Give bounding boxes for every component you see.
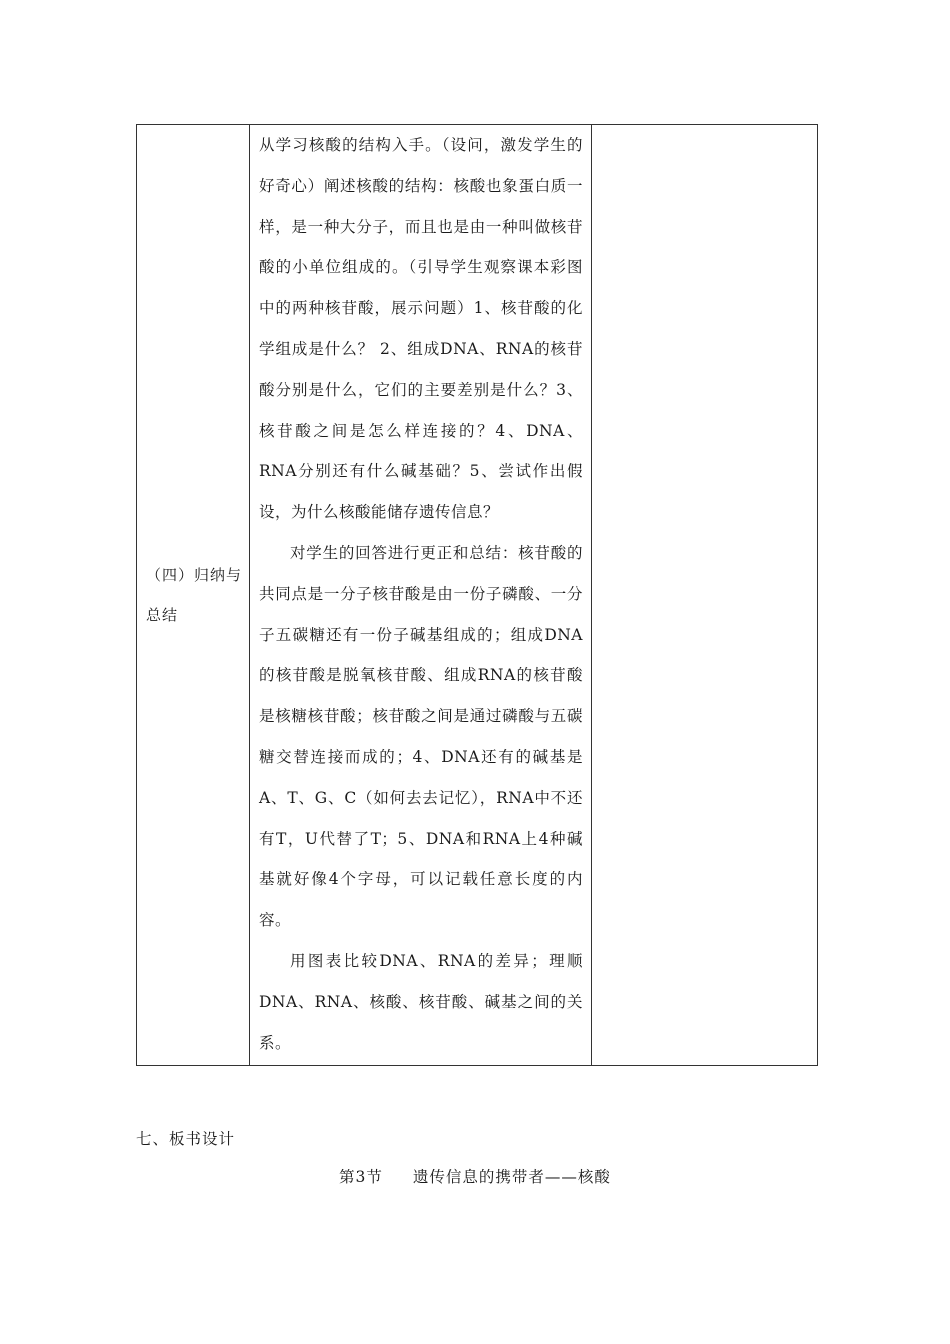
- section-number: 第3节: [339, 1168, 383, 1186]
- board-subtitle: [0, 1165, 950, 1187]
- section-title: 七、板书设计: [136, 1130, 236, 1148]
- table-row: [137, 125, 818, 1066]
- content-paragraph-3: 用图表比较DNA、RNA的差异；理顺DNA、RNA、核酸、核苷酸、碱基之间的关系。: [259, 951, 583, 1052]
- stage-label: （四）归纳与总结: [146, 566, 243, 625]
- content-paragraph-1: 从学习核酸的结构入手。（设问，激发学生的好奇心）阐述核酸的结构：核酸也象蛋白质一样，是一种大分子，而且也是由一种叫做核苷酸的小单位组成的。（引导学生观察课本彩图中的两种核苷酸，展示问题）1、核苷酸的化学组成是什么？ 2、组成DNA、RNA的核苷酸分别是什么，它们的主要差别是什么？3、核苷酸之间是怎么样连接的？4、DNA、RNA分别还有什么碱基础？5、尝试作出假设，为什么核酸能储存遗传信息？: [259, 136, 583, 522]
- board-title: 遗传信息的携带者——核酸: [412, 1168, 611, 1186]
- lesson-plan-table: [136, 124, 818, 1066]
- lesson-content: [250, 125, 591, 1065]
- content-cell: [250, 125, 592, 1066]
- content-paragraph-2: 对学生的回答进行更正和总结：核苷酸的共同点是一分子核苷酸是由一份子磷酸、一分子五碳糖还有一份子碱基组成的；组成DNA的核苷酸是脱氧核苷酸、组成RNA的核苷酸是核糖核苷酸；核苷酸之间是通过磷酸与五碳糖交替连接而成的；4、DNA还有的碱基是A、T、G、C（如何去去记忆），RNA中不还有T，U代替了T；5、DNA和RNA上4种碱基就好像4个字母，可以记载任意长度的内容。: [259, 543, 583, 930]
- stage-cell: [137, 125, 250, 1066]
- notes-cell: [592, 125, 818, 1066]
